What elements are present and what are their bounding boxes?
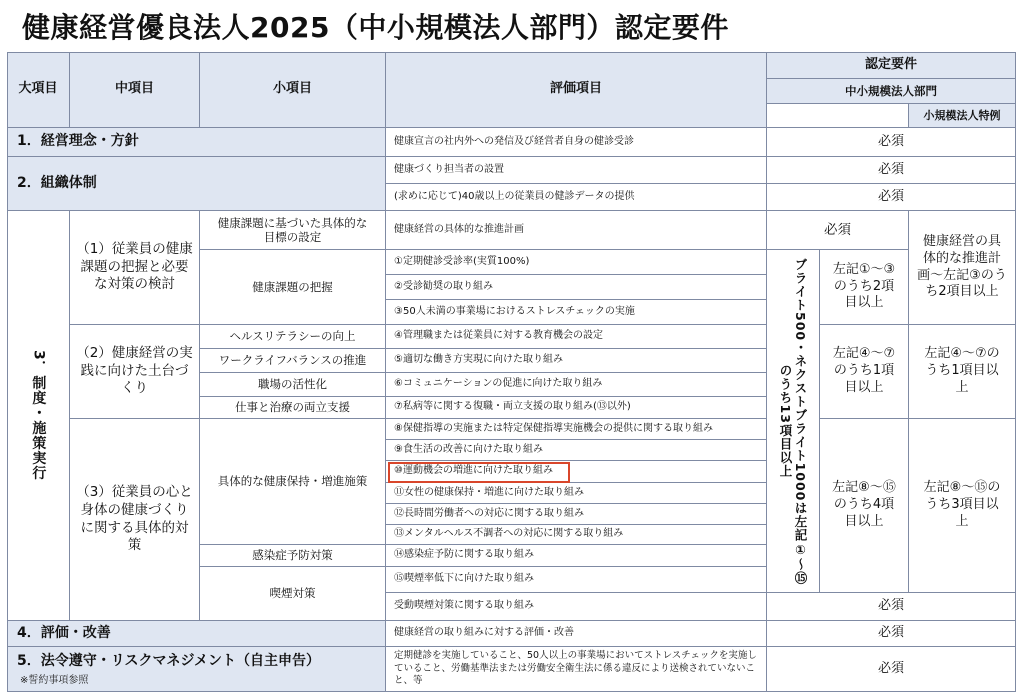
req-special-3: 左記⑧〜⑮のうち3項目以上 <box>909 419 1016 593</box>
header-major: 大項目 <box>7 52 70 128</box>
small-b: 健康課題の把握 <box>200 250 386 325</box>
item-r22: 定期健診を実施していること、50人以上の事業場においてストレスチェックを実施していること、労働基準法または労働安全衛生法に係る違反により送検されていないこと、等 <box>386 647 767 692</box>
small-g: 具体的な健康保持・増進施策 <box>200 419 386 545</box>
item-r8: ④管理職または従業員に対する教育機会の設定 <box>386 325 767 349</box>
req-r1: 必須 <box>767 128 1016 157</box>
small-e: 職場の活性化 <box>200 373 386 397</box>
small-d: ワークライフバランスの推進 <box>200 349 386 373</box>
mid-2: （2）健康経営の実践に向けた土台づくり <box>70 325 200 419</box>
req-r22: 必須 <box>767 647 1016 692</box>
req-r20: 必須 <box>767 593 1016 621</box>
item-r11: ⑦私病等に関する復職・両立支援の取り組み(⑬以外) <box>386 397 767 419</box>
item-r9: ⑤適切な働き方実現に向けた取り組み <box>386 349 767 373</box>
header-requirement: 認定要件 <box>767 52 1016 79</box>
highlight-box <box>388 462 570 483</box>
item-r7: ③50人未満の事業場におけるストレスチェックの実施 <box>386 300 767 325</box>
item-r17: ⑬メンタルヘルス不調者への対応に関する取り組み <box>386 525 767 545</box>
req-special-1: 健康経営の具体的な推進計画〜左記③のうち2項目以上 <box>909 211 1016 325</box>
req-r21: 必須 <box>767 621 1016 647</box>
item-r1: 健康宣言の社内外への発信及び経営者自身の健診受診 <box>386 128 767 157</box>
section-5: 5．法令遵守・リスクマネジメント（自主申告） <box>7 647 386 692</box>
item-r16: ⑫長時間労働者への対応に関する取り組み <box>386 504 767 525</box>
section-5-note: ※誓約事項参照 <box>20 675 89 686</box>
header-small-special: 小規模法人特例 <box>909 104 1016 128</box>
req-group-1: 左記①〜③のうち2項目以上 <box>820 250 909 325</box>
item-r20: 受動喫煙対策に関する取り組み <box>386 593 767 621</box>
item-r13: ⑨食生活の改善に向けた取り組み <box>386 440 767 461</box>
req-r3: 必須 <box>767 184 1016 211</box>
item-r6: ②受診勧奨の取り組み <box>386 275 767 300</box>
item-r21: 健康経営の取り組みに対する評価・改善 <box>386 621 767 647</box>
header-sme-division: 中小規模法人部門 <box>767 79 1016 104</box>
item-r14: ⑩運動機会の増進に向けた取り組み <box>386 461 767 483</box>
small-f: 仕事と治療の両立支援 <box>200 397 386 419</box>
item-r12: ⑧保健指導の実施または特定保健指導実施機会の提供に関する取り組み <box>386 419 767 440</box>
item-r15: ⑪女性の健康保持・増進に向けた取り組み <box>386 483 767 504</box>
section-3: 3．制度・施策実行 <box>7 211 70 621</box>
mid-1: （1）従業員の健康課題の把握と必要な対策の検討 <box>70 211 200 325</box>
item-r3: (求めに応じて)40歳以上の従業員の健診データの提供 <box>386 184 767 211</box>
header-sme-left-blank <box>767 104 909 128</box>
req-r4: 必須 <box>767 211 909 250</box>
mid-3: （3）従業員の心と身体の健康づくりに関する具体的対策 <box>70 419 200 621</box>
header-evaluation: 評価項目 <box>386 52 767 128</box>
small-i: 喫煙対策 <box>200 567 386 621</box>
header-middle: 中項目 <box>70 52 200 128</box>
req-r2: 必須 <box>767 157 1016 184</box>
small-h: 感染症予防対策 <box>200 545 386 567</box>
small-a: 健康課題に基づいた具体的な目標の設定 <box>200 211 386 250</box>
page-title: 健康経営優良法人2025（中小規模法人部門）認定要件 <box>22 11 729 44</box>
section-4: 4．評価・改善 <box>7 621 386 647</box>
item-r19: ⑮喫煙率低下に向けた取り組み <box>386 567 767 593</box>
section-1: 1．経営理念・方針 <box>7 128 386 157</box>
req-special-2: 左記④〜⑦のうち1項目以上 <box>909 325 1016 419</box>
req-group-2: 左記④〜⑦のうち1項目以上 <box>820 325 909 419</box>
item-r10: ⑥コミュニケーションの促進に向けた取り組み <box>386 373 767 397</box>
header-minor: 小項目 <box>200 52 386 128</box>
req-group-3: 左記⑧〜⑮のうち4項目以上 <box>820 419 909 593</box>
req-bright-note: ブライト500・ネクストブライト1000は左記①〜⑮のうち13項目以上 <box>767 250 820 593</box>
item-r18: ⑭感染症予防に関する取り組み <box>386 545 767 567</box>
small-c: ヘルスリテラシーの向上 <box>200 325 386 349</box>
item-r4: 健康経営の具体的な推進計画 <box>386 211 767 250</box>
section-2: 2．組織体制 <box>7 157 386 211</box>
item-r5: ①定期健診受診率(実質100%) <box>386 250 767 275</box>
item-r2: 健康づくり担当者の設置 <box>386 157 767 184</box>
